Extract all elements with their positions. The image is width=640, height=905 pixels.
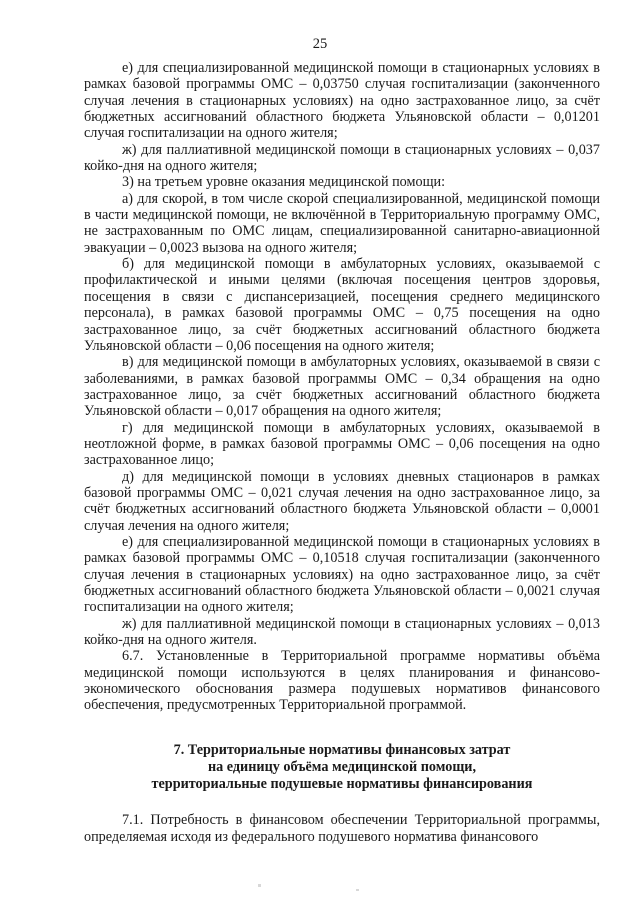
scan-artifact [356, 889, 359, 891]
paragraph-zh-palliative-level3: ж) для паллиативной медицинской помощи в стационарных условиях – 0,013 койко-дня на одного жителя. [84, 615, 600, 649]
section-heading-line-2: на единицу объёма медицинской помощи, [207, 758, 477, 775]
section-heading-line-3: территориальные подушевые нормативы финансирования [151, 775, 533, 792]
scan-artifact [258, 884, 261, 887]
paragraph-zh-palliative-level2: ж) для паллиативной медицинской помощи в стационарных условиях – 0,037 койко-дня на одного жителя; [84, 141, 600, 175]
paragraph-level3-intro: 3) на третьем уровне оказания медицинской помощи: [122, 174, 446, 191]
paragraph-e-specialized-level3: е) для специализированной медицинской помощи в стационарных условиях в рамках базовой программы ОМС – 0,10518 случая госпитализации (законченного случая лечения в стационарных условиях) на одно застрахованное лицо, за счёт бюджетных ассигнований областного бюджета Ульяновской области – 0,0021 случая госпитализации на одного жителя; [84, 533, 600, 616]
page-number: 25 [312, 36, 328, 52]
paragraph-7-1: 7.1. Потребность в финансовом обеспечении Территориальной программы, определяемая исходя из федерального подушевого норматива финансового [84, 812, 600, 845]
paragraph-v-outpatient-disease: в) для медицинской помощи в амбулаторных условиях, оказываемой в связи с заболеваниями, в рамках базовой программы ОМС – 0,34 обращения на одно застрахованное лицо, за счёт бюджетных ассигнований областного бюджета Ульяновской области – 0,017 обращения на одного жителя; [84, 354, 600, 420]
section-heading [84, 742, 600, 792]
body-text [84, 60, 600, 714]
paragraph-a-emergency: а) для скорой, в том числе скорой специализированной, медицинской помощи в части медицинской помощи, не включённой в Территориальную программу ОМС, не застрахованным по ОМС лицам, специализированной санитарно-авиационной эвакуации – 0,0023 вызова на одного жителя; [84, 190, 600, 256]
paragraph-g-outpatient-urgent: г) для медицинской помощи в амбулаторных условиях, оказываемой в неотложной форме, в рамках базовой программы ОМС – 0,06 посещения на одно застрахованное лицо; [84, 419, 600, 469]
paragraph-d-day-hospital: д) для медицинской помощи в условиях дневных стационаров в рамках базовой программы ОМС – 0,021 случая лечения на одно застрахованное лицо, за счёт бюджетных ассигнований областного бюджета Ульяновской области – 0,0001 случая лечения на одного жителя; [84, 468, 600, 534]
section-heading-line-1: 7. Территориальные нормативы финансовых затрат [173, 742, 511, 758]
tail-text [84, 812, 600, 845]
paragraph-6-7: 6.7. Установленные в Территориальной программе нормативы объёма медицинской помощи используются в целях планирования и финансово-экономического обоснования размера подушевых нормативов финансового обеспечения, предусмотренных Территориальной программой. [84, 648, 600, 714]
paragraph-e-specialized-level2: е) для специализированной медицинской помощи в стационарных условиях в рамках базовой программы ОМС – 0,03750 случая госпитализации (законченного случая лечения в стационарных условиях) на одно застрахованное лицо, за счёт бюджетных ассигнований областного бюджета Ульяновской области – 0,01201 случая госпитализации на одного жителя; [84, 60, 600, 142]
paragraph-b-outpatient-preventive: б) для медицинской помощи в амбулаторных условиях, оказываемой с профилактической и иными целями (включая посещения центров здоровья, посещения в связи с диспансеризацией, посещения среднего медицинского персонала), в рамках базовой программы ОМС – 0,75 посещения на одно застрахованное лицо, за счёт бюджетных ассигнований областного бюджета Ульяновской области – 0,06 посещения на одного жителя; [84, 256, 600, 354]
